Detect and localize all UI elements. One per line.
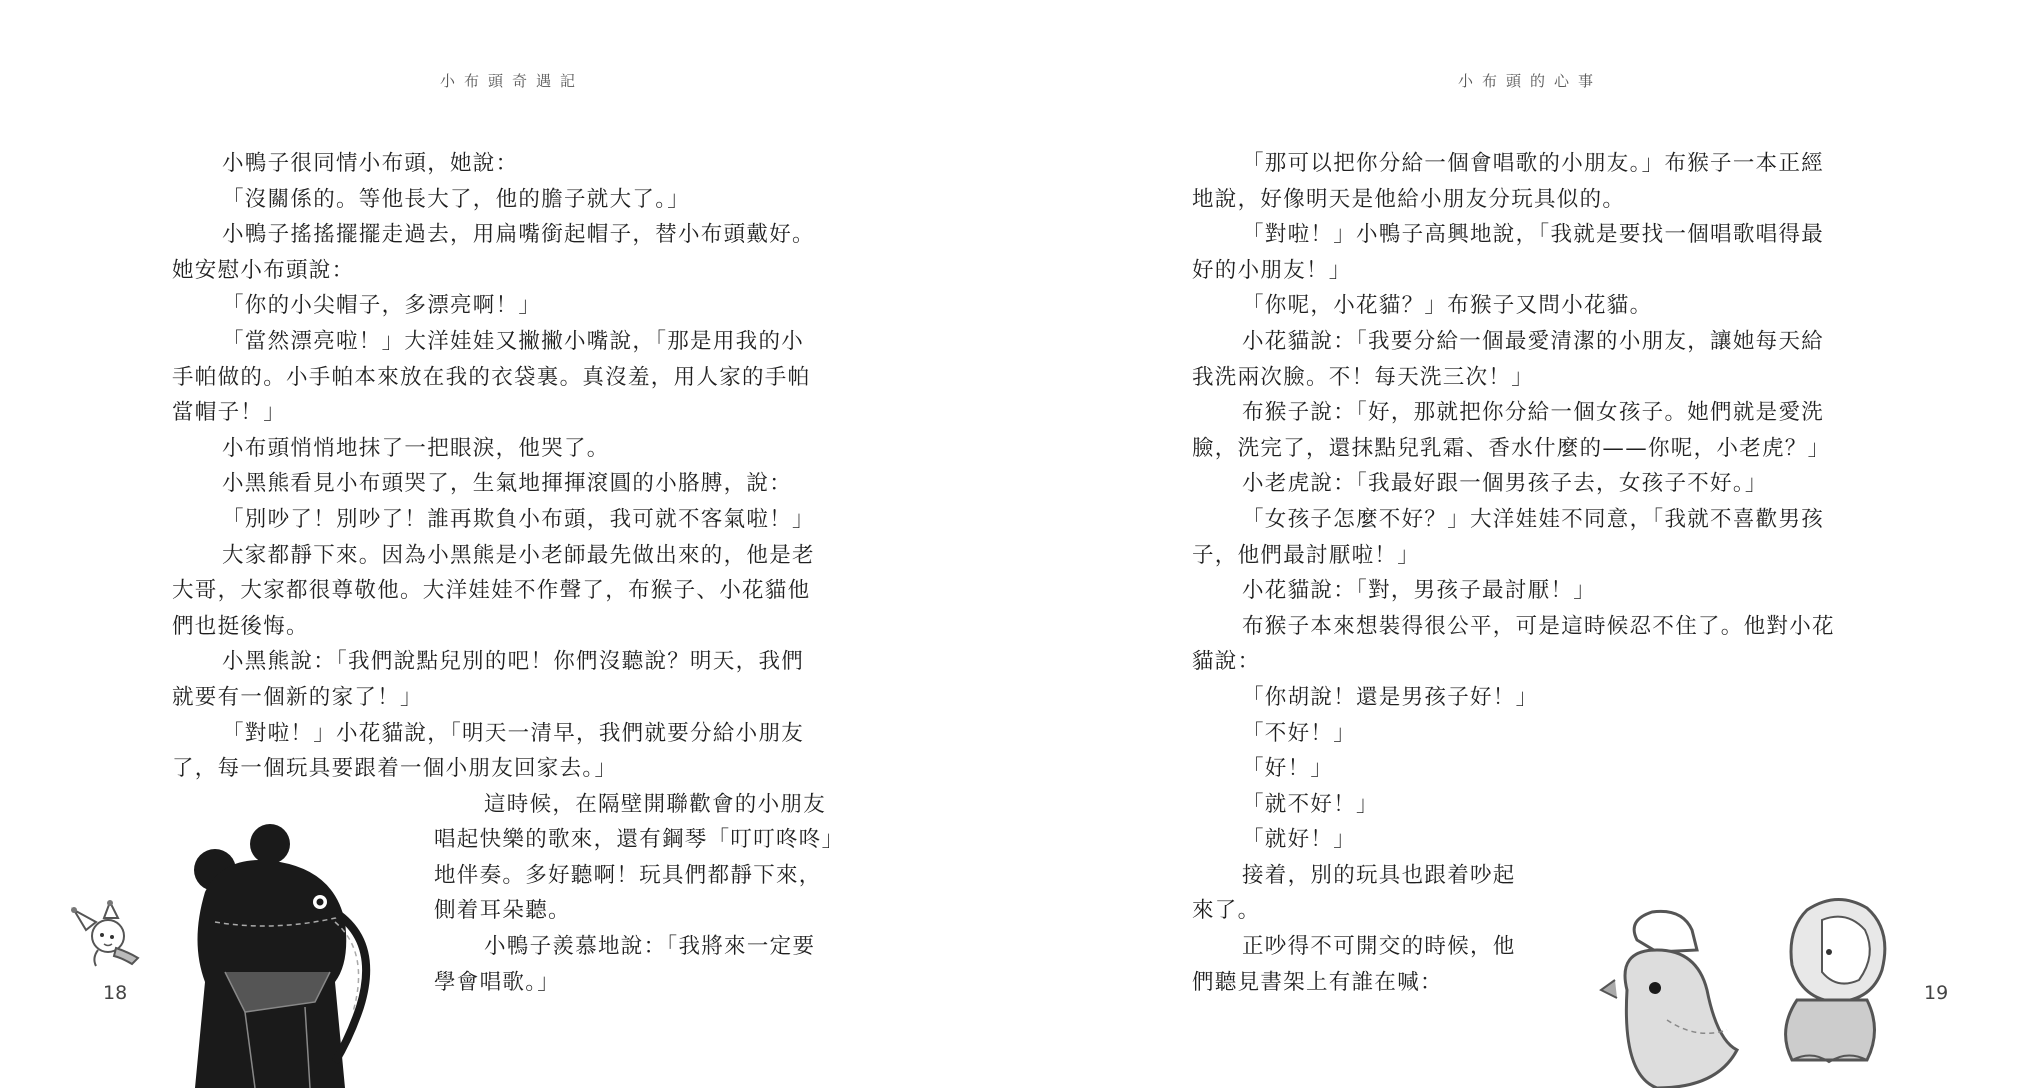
text-line: 「女孩子怎麼不好？」大洋娃娃不同意，「我就不喜歡男孩 (1242, 506, 1825, 532)
left-running-header: 小布頭奇遇記 (440, 72, 585, 90)
text-line: 小鴨子搖搖擺擺走過去，用扁嘴銜起帽子，替小布頭戴好。 (222, 222, 815, 248)
text-line: 子，他們最討厭啦！」 (1192, 542, 1421, 568)
text-line: 「對啦！」小花貓說，「明天一清早，我們就要分給小朋友 (222, 720, 805, 746)
text-line: 「好！」 (1242, 756, 1334, 782)
text-line: 來了。 (1192, 898, 1261, 924)
text-line: 們聽見書架上有誰在喊： (1192, 969, 1443, 995)
text-line: 「不好！」 (1242, 720, 1357, 746)
text-line: 們也挺後悔。 (172, 613, 309, 639)
text-line: 「那可以把你分給一個會唱歌的小朋友。」布猴子一本正經 (1242, 151, 1825, 176)
text-line: 大家都靜下來。因為小黑熊是小老師最先做出來的，他是老 (222, 542, 815, 568)
text-line: 地伴奏。多好聽啊！玩具們都靜下來， (434, 862, 822, 888)
text-line: 小黑熊說：「我們說點兒別的吧！你們沒聽說？明天，我們 (222, 649, 805, 675)
text-line: 「就不好！」 (1242, 791, 1379, 817)
text-line: 臉，洗完了，還抹點兒乳霜、香水什麼的——你呢，小老虎？」 (1192, 435, 1831, 461)
black-bear-illustration (185, 822, 395, 1088)
text-line: 當帽子！」 (172, 400, 287, 426)
text-line: 學會唱歌。」 (434, 969, 561, 995)
text-line: 正吵得不可開交的時候，他 (1242, 934, 1516, 960)
right-page (1012, 0, 2025, 1088)
text-line: 「你胡說！還是男孩子好！」 (1242, 684, 1539, 710)
text-line: 就要有一個新的家了！」 (172, 684, 423, 710)
text-line: 「對啦！」小鴨子高興地說，「我就是要找一個唱歌唱得最 (1242, 222, 1825, 248)
text-line: 小布頭悄悄地抹了一把眼淚，他哭了。 (222, 435, 610, 461)
right-page-number: 19 (1924, 982, 1949, 1004)
text-line: 「當然漂亮啦！」大洋娃娃又撇撇小嘴說，「那是用我的小 (222, 328, 805, 354)
text-line: 布猴子說：「好，那就把你分給一個女孩子。她們就是愛洗 (1242, 400, 1825, 426)
text-line: 「你呢，小花貓？」布猴子又問小花貓。 (1242, 293, 1653, 319)
duck-and-cat-illustration (1597, 890, 1902, 1088)
text-line: 小鴨子羨慕地說：「我將來一定要 (484, 934, 816, 960)
text-line: 布猴子本來想裝得很公平，可是這時候忍不住了。他對小花 (1242, 613, 1835, 639)
text-line: 「別吵了！別吵了！誰再欺負小布頭，我可就不客氣啦！」 (222, 506, 815, 532)
left-page (0, 0, 1012, 1088)
text-line: 了，每一個玩具要跟着一個小朋友回家去。」 (172, 756, 618, 782)
text-line: 貓說： (1192, 649, 1261, 675)
text-line: 小鴨子很同情小布頭，她說： (222, 151, 519, 176)
text-line: 這時候，在隔壁開聯歡會的小朋友 (484, 791, 827, 817)
text-line: 大哥，大家都很尊敬他。大洋娃娃不作聲了，布猴子、小花貓他 (172, 578, 811, 604)
text-line: 小黑熊看見小布頭哭了，生氣地揮揮滾圓的小胳膊，說： (222, 471, 793, 497)
text-line: 我洗兩次臉。不！每天洗三次！」 (1192, 364, 1535, 390)
text-line: 小老虎說：「我最好跟一個男孩子去，女孩子不好。」 (1242, 471, 1768, 497)
text-line: 「就好！」 (1242, 827, 1357, 853)
text-line: 地說，好像明天是他給小朋友分玩具似的。 (1192, 186, 1626, 212)
text-line: 好的小朋友！」 (1192, 257, 1352, 283)
text-line: 手帕做的。小手帕本來放在我的衣袋裏。真沒羞，用人家的手帕 (172, 364, 811, 390)
text-line: 側着耳朵聽。 (434, 898, 571, 924)
small-doll-illustration (66, 900, 146, 972)
left-page-number: 18 (103, 982, 128, 1004)
text-line: 小花貓說：「我要分給一個最愛清潔的小朋友，讓她每天給 (1242, 328, 1825, 354)
right-body-text (1192, 146, 1887, 1000)
text-line: 接着，別的玩具也跟着吵起 (1242, 862, 1516, 888)
right-running-header: 小布頭的心事 (1458, 72, 1603, 90)
text-line: 唱起快樂的歌來，還有鋼琴「叮叮咚咚」 (434, 827, 845, 853)
text-line: 她安慰小布頭說： (172, 257, 355, 283)
text-line: 小花貓說：「對，男孩子最討厭！」 (1242, 578, 1597, 604)
text-line: 「沒關係的。等他長大了，他的膽子就大了。」 (222, 186, 691, 212)
text-line: 「你的小尖帽子，多漂亮啊！」 (222, 293, 542, 319)
